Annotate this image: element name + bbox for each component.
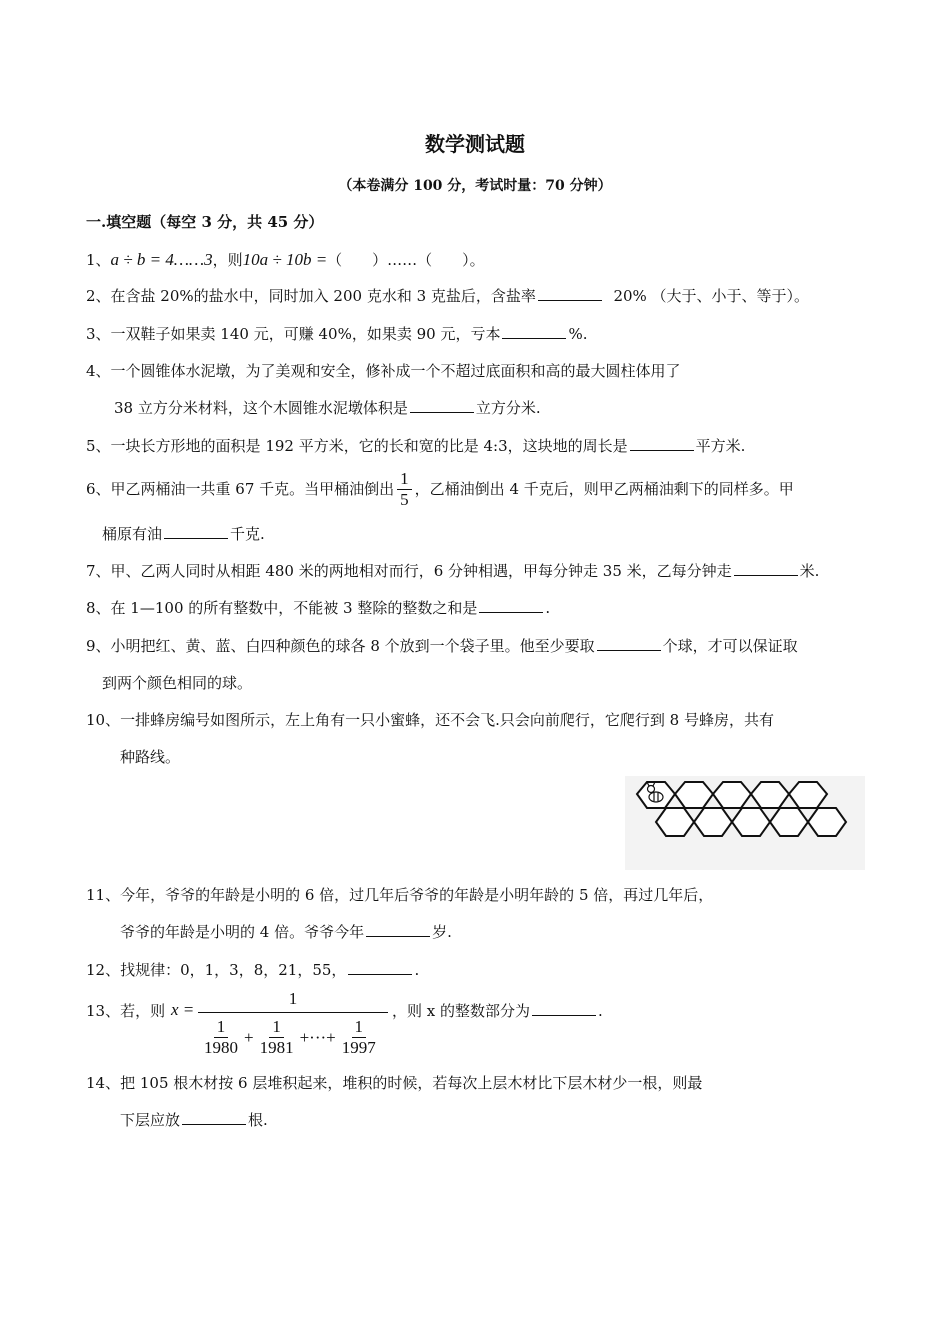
- answer-blank[interactable]: [538, 286, 602, 301]
- question-4: 4、一个圆锥体水泥墩，为了美观和安全，修补成一个不超过底面积和高的最大圆柱体用了: [86, 362, 681, 380]
- expression: 10a ÷ 10b =: [242, 250, 328, 269]
- question-12: 12、找规律：0，1，3，8，21，55， .: [86, 961, 420, 979]
- variable-x: x =: [171, 1000, 195, 1019]
- answer-blank[interactable]: [182, 1110, 246, 1125]
- question-3: 3、一双鞋子如果卖 140 元，可赚 40%，如果卖 90 元，亏本 %.: [86, 325, 588, 343]
- question-7: 7、甲、乙两人同时从相距 480 米的两地相对而行，6 分钟相遇，甲每分钟走 35 米，乙每分钟走 米.: [86, 562, 820, 580]
- section-heading: 一.填空题（每空 3 分，共 45 分）: [86, 213, 324, 231]
- page-title: 数学测试题: [425, 132, 525, 156]
- question-1: 1、a ÷ b = 4……3，则10a ÷ 10b =（ ）……（ ）。: [86, 250, 485, 269]
- question-10-cont: 种路线。: [120, 748, 181, 766]
- question-14-cont: 下层应放 根.: [120, 1111, 268, 1129]
- question-9: 9、小明把红、黄、蓝、白四种颜色的球各 8 个放到一个袋子里。他至少要取 个球，才可以保证取: [86, 637, 798, 655]
- question-10: 10、一排蜂房编号如图所示，左上角有一只小蜜蜂，还不会飞.只会向前爬行，它爬行到 8 号蜂房，共有: [86, 711, 774, 729]
- question-13-cont: ，则 x 的整数部分为 .: [392, 1002, 603, 1020]
- question-5: 5、一块长方形地的面积是 192 平方米，它的长和宽的比是 4:3，这块地的周长是 平方米.: [86, 437, 746, 455]
- answer-blank[interactable]: [630, 436, 694, 451]
- answer-blank[interactable]: [597, 636, 661, 651]
- answer-blank[interactable]: [366, 922, 430, 937]
- answer-blank[interactable]: （ ）……（ ）。: [327, 251, 485, 269]
- answer-blank[interactable]: [410, 398, 474, 413]
- answer-blank[interactable]: [502, 324, 566, 339]
- question-6: 6、甲乙两桶油一共重 67 千克。当甲桶油倒出 $\frac{1}{5}$ ，乙桶油倒出 4 千克后，则甲乙两桶油剩下的同样多。甲: [86, 468, 794, 509]
- question-4-cont: 38 立方分米材料，这个木圆锥水泥墩体积是 立方分米.: [114, 399, 541, 417]
- question-14: 14、把 105 根木材按 6 层堆积起来，堆积的时候，若每次上层木材比下层木材少一根，则最: [86, 1074, 703, 1092]
- expression: a ÷ b = 4……3: [110, 250, 213, 269]
- question-9-cont: 到两个颜色相同的球。: [102, 674, 253, 692]
- question-13: 13、若，则: [86, 1002, 166, 1020]
- answer-blank[interactable]: [532, 1001, 596, 1016]
- question-11-cont: 爷爷的年龄是小明的 4 倍。爷爷今年 岁.: [120, 923, 452, 941]
- compound-fraction: 1 $\frac{1}{1980}$ + $\frac{1}{1981}$ +···+ $\frac{1}{1997}$: [198, 987, 388, 1011]
- fraction: $\frac{1}{5}$: [397, 469, 412, 510]
- answer-blank[interactable]: [164, 524, 228, 539]
- answer-blank[interactable]: [348, 960, 412, 975]
- question-8: 8、在 1—100 的所有整数中，不能被 3 整除的整数之和是 .: [86, 599, 551, 617]
- answer-blank[interactable]: [479, 598, 543, 613]
- question-11: 11、今年，爷爷的年龄是小明的 6 倍，过几年后爷爷的年龄是小明年龄的 5 倍，再过几年后，: [86, 886, 714, 904]
- honeycomb-figure: [625, 776, 865, 870]
- answer-blank[interactable]: [734, 561, 798, 576]
- question-6-cont: 桶原有油 千克.: [102, 525, 265, 543]
- question-2: 2、在含盐 20%的盐水中，同时加入 200 克水和 3 克盐后，含盐率 20% （大于、小于、等于）。: [86, 287, 810, 305]
- page-subtitle: （本卷满分 100 分，考试时量：70 分钟）: [338, 178, 612, 194]
